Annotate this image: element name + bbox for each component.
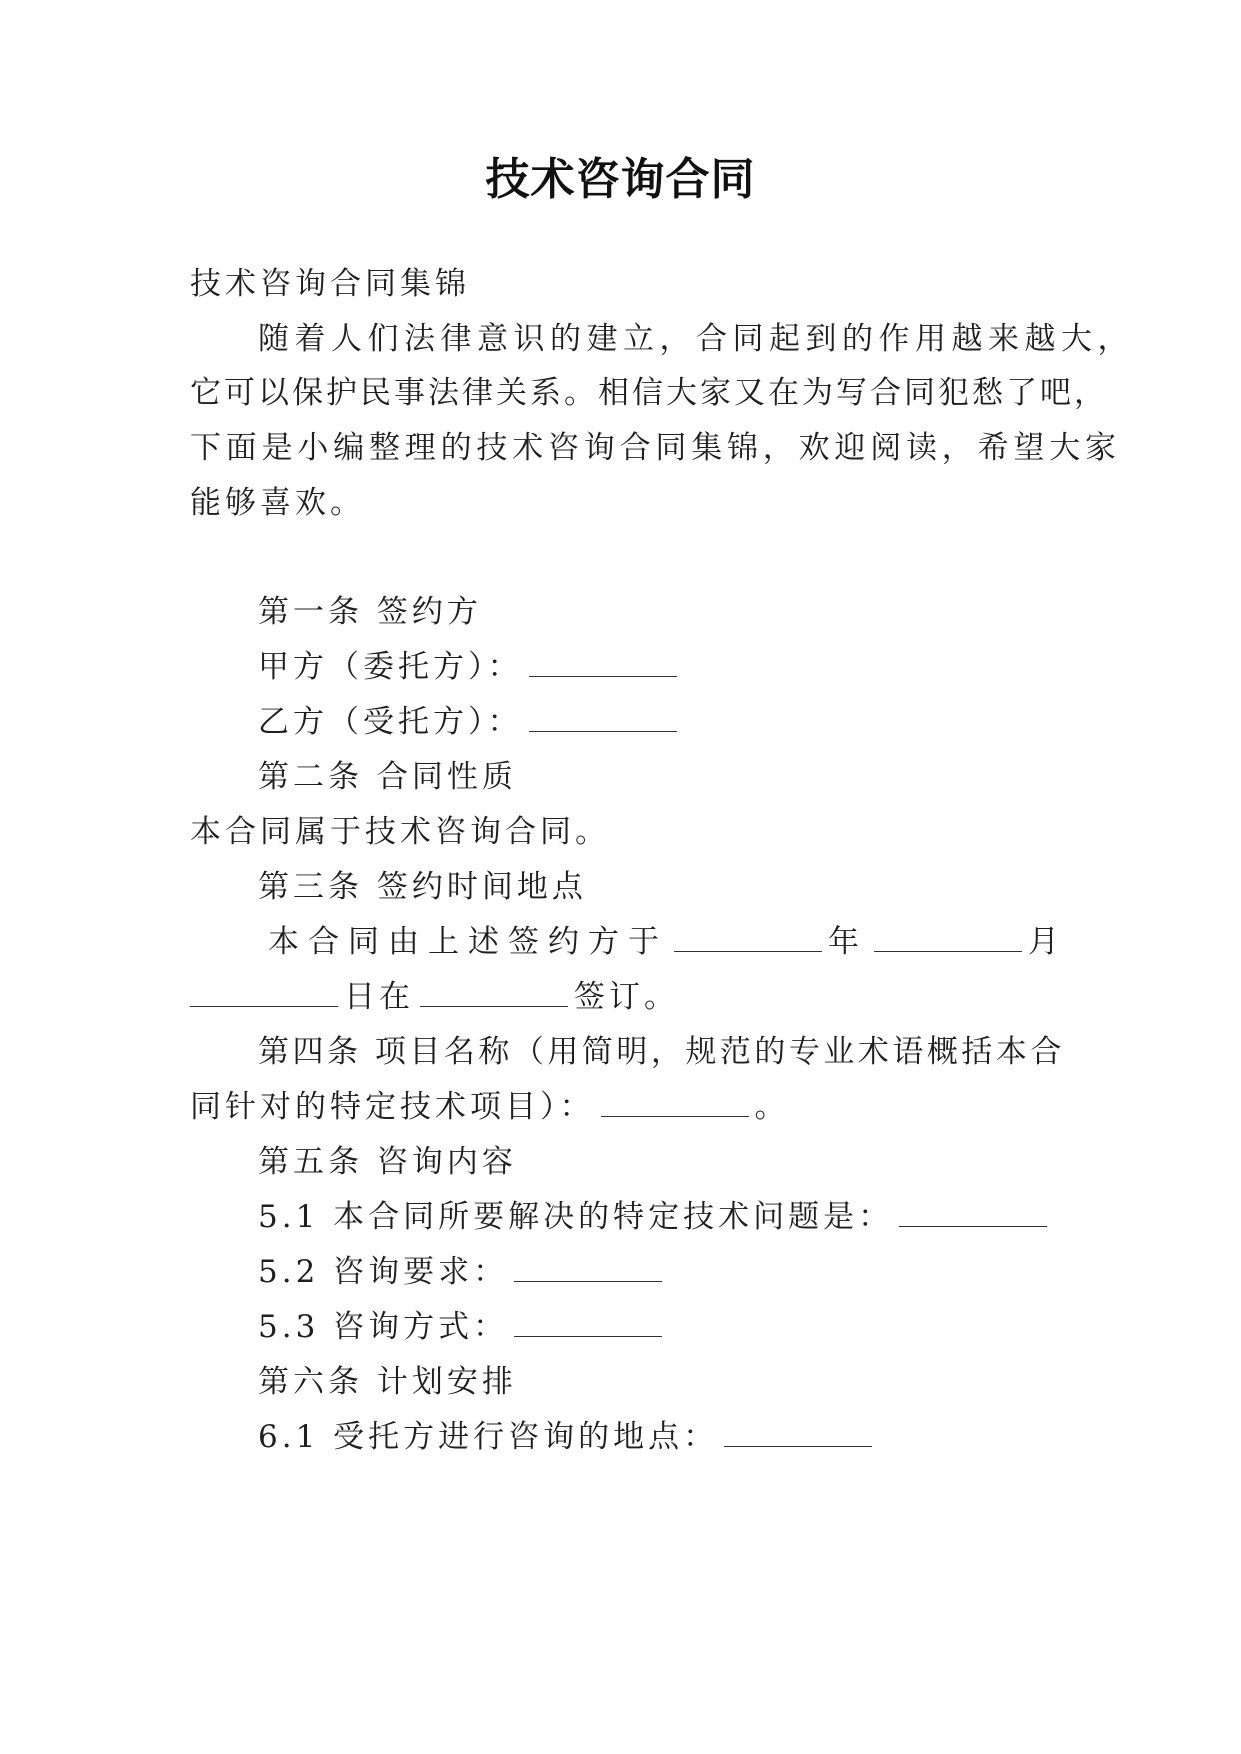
article3-line-1 — [268, 920, 1068, 964]
article3-intro-text: 本合同由上述签约方于 — [268, 924, 668, 960]
article5-item-1 — [258, 1195, 1053, 1239]
document-title: 技术咨询合同 — [485, 154, 756, 205]
technical-problem-blank — [899, 1196, 1047, 1227]
party-b-blank — [529, 701, 677, 732]
article5-item-3 — [258, 1305, 668, 1349]
intro-line-1: 随着人们法律意识的建立，合同起到的作用越来越大， — [258, 321, 1134, 357]
article4-line-1: 第四条 项目名称（用简明，规范的专业术语概括本合 — [258, 1034, 1065, 1070]
article5-item-2-text: 5.2 咨询要求： — [258, 1254, 509, 1290]
party-a-label: 甲方（委托方）： — [258, 649, 523, 685]
article4-line-2-text: 同针对的特定技术项目）： — [190, 1089, 595, 1125]
party-b-row — [258, 700, 683, 744]
article4-end: 。 — [754, 1089, 790, 1125]
article6-item-1 — [258, 1415, 878, 1459]
article2-heading: 第二条 合同性质 — [258, 759, 517, 795]
year-label: 年 — [828, 924, 868, 960]
article4-line-2 — [190, 1085, 790, 1129]
article3-line-2 — [190, 975, 679, 1019]
project-name-blank — [601, 1086, 749, 1117]
party-a-row — [258, 645, 683, 689]
article5-item-1-text: 5.1 本合同所要解决的特定技术问题是： — [258, 1199, 894, 1235]
party-a-blank — [529, 646, 677, 677]
party-b-label: 乙方（受托方）： — [258, 704, 523, 740]
article6-heading: 第六条 计划安排 — [258, 1364, 517, 1400]
month-blank — [874, 921, 1022, 952]
article1-heading: 第一条 签约方 — [258, 594, 482, 630]
article5-item-3-text: 5.3 咨询方式： — [258, 1309, 509, 1345]
month-label: 月 — [1028, 924, 1068, 960]
article6-item-1-text: 6.1 受托方进行咨询的地点： — [258, 1419, 719, 1455]
intro-line-3: 下面是小编整理的技术咨询合同集锦，欢迎阅读，希望大家 — [190, 430, 1121, 466]
place-blank — [420, 976, 568, 1007]
consult-method-blank — [514, 1306, 662, 1337]
day-prefix: 日在 — [344, 979, 414, 1015]
consult-location-blank — [724, 1416, 872, 1447]
article3-heading: 第三条 签约时间地点 — [258, 869, 587, 905]
intro-line-4: 能够喜欢。 — [190, 485, 365, 521]
year-blank — [674, 921, 822, 952]
consult-requirement-blank — [514, 1251, 662, 1282]
article5-item-2 — [258, 1250, 668, 1294]
signed-text: 签订。 — [574, 979, 679, 1015]
intro-line-2: 它可以保护民事法律关系。相信大家又在为写合同犯愁了吧， — [190, 375, 1108, 411]
article5-heading: 第五条 咨询内容 — [258, 1144, 517, 1180]
article2-text: 本合同属于技术咨询合同。 — [190, 814, 610, 850]
intro-heading: 技术咨询合同集锦 — [190, 266, 470, 302]
day-blank — [190, 976, 338, 1007]
